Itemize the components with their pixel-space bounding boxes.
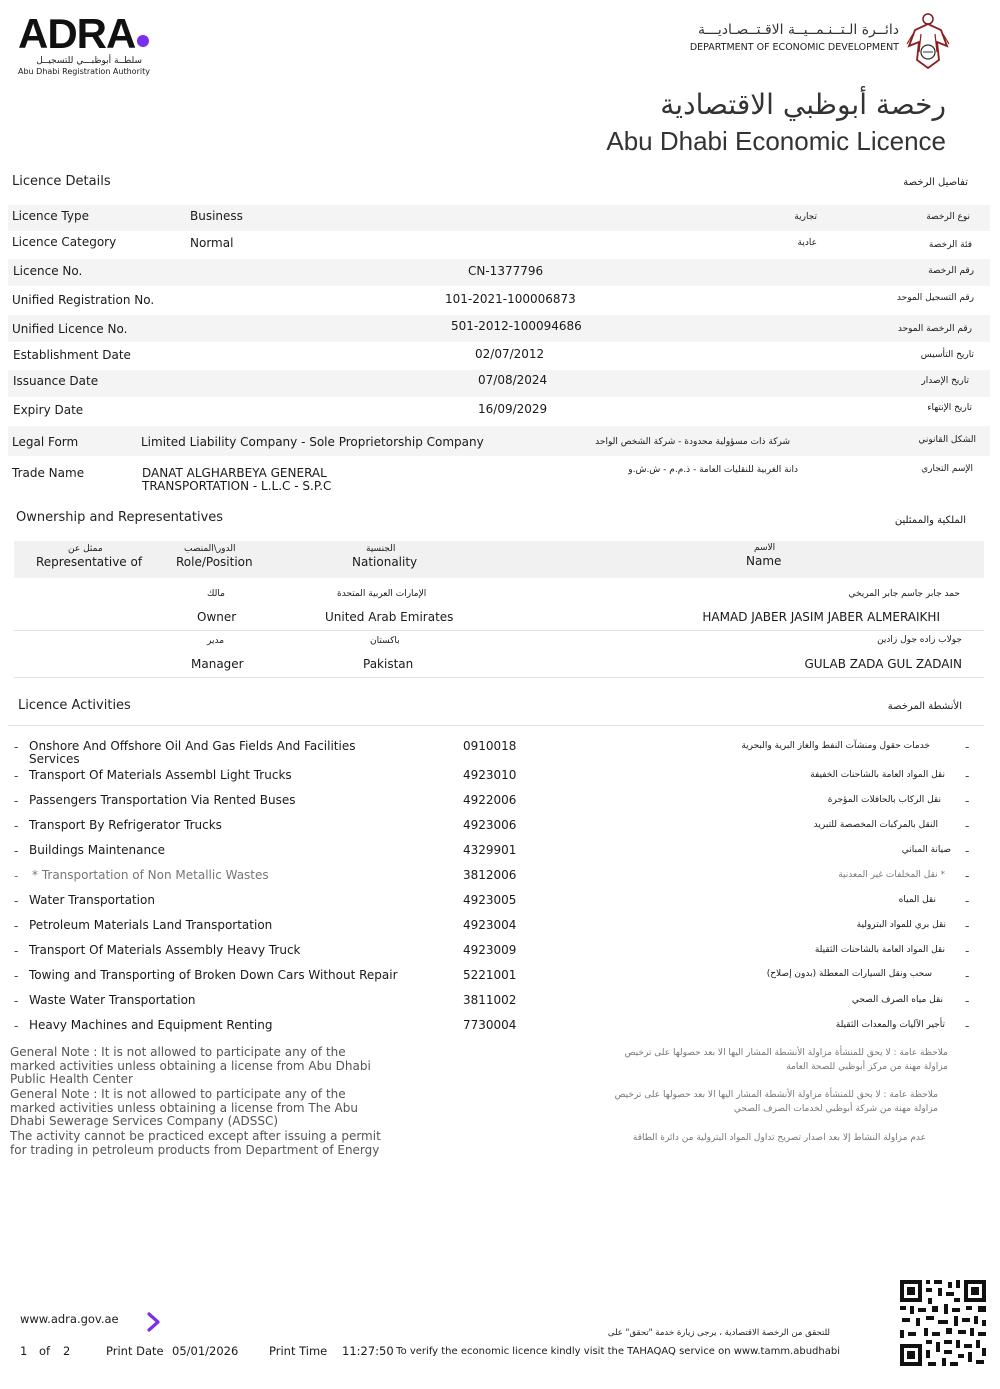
general-note-en: The activity cannot be practiced except after issuing a permit for trading in petroleum products from Department of Energy: [10, 1129, 381, 1157]
value-legal-form-ar: شركة ذات مسؤولية محدودة - شركة الشخص الواحد: [595, 437, 790, 447]
value-unified-licence: 501-2012-100094686: [451, 319, 582, 333]
label-establishment-date: Establishment Date: [13, 348, 131, 362]
activity-dash: -: [14, 844, 19, 858]
label-unified-licence: Unified Licence No.: [12, 322, 128, 336]
owner-name: HAMAD JABER JASIM JABER ALMERAIKHI: [702, 610, 940, 624]
value-licence-type-ar: تجارية: [794, 212, 817, 222]
licence-details-heading-ar: تفاصيل الرخصة: [903, 177, 968, 188]
owner-name-ar: حمد جابر جاسم جابر المريخي: [848, 589, 960, 599]
value-trade-name-ar: دانة الغربية للنقليات العامة - ذ.م.م - ش.ش.و: [628, 465, 798, 475]
activity-name-ar: * نقل المخلفات غير المعدنية: [838, 870, 945, 880]
activity-code: 4922006: [463, 793, 517, 807]
activity-dash-ar: -: [965, 769, 970, 783]
manager-role: Manager: [191, 657, 244, 671]
print-time-label: Print Time: [269, 1344, 328, 1358]
activity-dash-ar: -: [965, 969, 970, 983]
activity-name-ar: نقل المواد العامة بالشاحنات الخفيفة: [810, 770, 945, 780]
licence-title-en: Abu Dhabi Economic Licence: [606, 126, 946, 156]
col-name-ar: الاسم: [754, 543, 776, 553]
print-time: 11:27:50: [342, 1344, 394, 1358]
activities-heading: Licence Activities: [18, 698, 131, 713]
value-unified-registration: 101-2021-100006873: [445, 292, 576, 306]
activity-name-ar: نقل مياه الصرف الصحي: [851, 995, 943, 1005]
activity-dash-ar: -: [965, 919, 970, 933]
activity-name: Transport Of Materials Assembl Light Trucks: [29, 768, 292, 782]
general-note-en: General Note : It is not allowed to participate any of the marked activities unless obtaining a license from Abu Dhabi Public Health Center: [10, 1045, 371, 1086]
value-trade-name-line2: TRANSPORTATION - L.L.C - S.P.C: [142, 479, 332, 493]
col-role: Role/Position: [176, 555, 253, 569]
ownership-table-header: [14, 541, 984, 578]
activities-heading-ar: الأنشطة المرخصة: [887, 701, 962, 712]
label-expiry-date-ar: تاريخ الإنتهاء: [927, 403, 972, 413]
activity-name: Transport By Refrigerator Trucks: [29, 818, 222, 832]
activity-name: Onshore And Offshore Oil And Gas Fields And Facilities: [29, 739, 356, 753]
activity-dash: -: [14, 794, 19, 808]
website-link[interactable]: www.adra.gov.ae: [20, 1312, 119, 1326]
label-issuance-date-ar: تاريخ الإصدار: [921, 376, 969, 386]
activity-dash-ar: -: [965, 944, 970, 958]
activity-dash: -: [14, 994, 19, 1008]
activity-dash-ar: -: [965, 869, 970, 883]
page-current: 1: [20, 1344, 28, 1358]
verify-note-ar: للتحقق من الرخصة الاقتصادية ، يرجى زيارة خدمة "تحقق" على: [607, 1328, 830, 1338]
activity-name-ar: تأجير الآليات والمعدات الثقيلة: [835, 1020, 945, 1030]
activity-dash-ar: -: [965, 994, 970, 1008]
activity-dash: -: [14, 969, 19, 983]
value-establishment-date: 02/07/2012: [475, 347, 545, 361]
activity-name-ar: نقل بري للمواد البترولية: [856, 920, 946, 930]
activity-dash: -: [14, 819, 19, 833]
activity-code: 3812006: [463, 868, 517, 882]
col-role-ar: الدور\المنصب: [184, 544, 236, 554]
row-divider: [14, 630, 984, 631]
general-note-ar: ملاحظة عامة : لا يحق للمنشأة مزاولة الأنشطة المشار اليها الا بعد حصولها على ترخيص مزاولة مهنة من شركة أبوظبي لخدمات الصرف الصحي: [614, 1090, 938, 1114]
activity-code: 4923006: [463, 818, 517, 832]
label-expiry-date: Expiry Date: [13, 403, 84, 417]
activity-code: 4329901: [463, 843, 517, 857]
value-licence-category-ar: عادية: [797, 238, 817, 248]
col-name: Name: [746, 554, 782, 568]
activity-name-ar: خدمات حقول ومنشآت النفط والغاز البرية والبحرية: [741, 741, 930, 751]
activity-dash: -: [14, 894, 19, 908]
manager-name: GULAB ZADA GUL ZADAIN: [804, 657, 962, 671]
ded-name-ar: دائــرة الـتــنـمــيــة الاقـتــصـاديـــة: [698, 22, 899, 38]
label-unified-registration: Unified Registration No.: [12, 293, 155, 307]
owner-nationality: United Arab Emirates: [325, 610, 454, 624]
manager-role-ar: مدير: [207, 636, 225, 646]
activity-code: 3811002: [463, 993, 517, 1007]
adra-name-en: Abu Dhabi Registration Authority: [18, 67, 150, 76]
label-issuance-date: Issuance Date: [13, 374, 99, 388]
adra-dot-icon: [137, 35, 149, 47]
activity-name-ar: النقل بالمركبات المخصصة للتبريد: [813, 820, 938, 830]
print-date: 05/01/2026: [172, 1344, 239, 1358]
value-licence-no: CN-1377796: [468, 264, 544, 278]
activity-dash: -: [14, 1019, 19, 1033]
verify-note-en: To verify the economic licence kindly visit the TAHAQAQ service on www.tamm.abudhabi: [396, 1346, 840, 1357]
activity-name: Buildings Maintenance: [29, 843, 166, 857]
manager-nationality: Pakistan: [363, 657, 414, 671]
activity-name: Transport Of Materials Assembly Heavy Truck: [29, 943, 301, 957]
activity-dash-ar: -: [965, 894, 970, 908]
activity-dash: -: [14, 869, 19, 883]
label-licence-no-ar: رقم الرخصة: [928, 266, 974, 276]
activity-dash: -: [14, 919, 19, 933]
activity-name: Passengers Transportation Via Rented Buses: [29, 793, 296, 807]
activity-code: 4923004: [463, 918, 517, 932]
adra-name-ar: سلطــة أبوظبـــي للتسجيــل: [36, 56, 142, 66]
label-licence-type: Licence Type: [12, 209, 89, 223]
activity-name-ar: سحب ونقل السيارات المعطلة (بدون إصلاح): [766, 969, 932, 979]
activity-dash-ar: -: [965, 819, 970, 833]
value-licence-type: Business: [190, 209, 243, 223]
activity-name: Heavy Machines and Equipment Renting: [29, 1018, 273, 1032]
activity-dash: -: [14, 944, 19, 958]
licence-title-ar: رخصة أبوظبي الاقتصادية: [660, 88, 946, 121]
activity-name-ar: نقل المياه: [898, 895, 936, 905]
label-legal-form-ar: الشكل القانوني: [918, 435, 976, 445]
activity-name-line2: Services: [29, 752, 80, 766]
activity-code: 0910018: [463, 739, 517, 753]
general-note-en: General Note : It is not allowed to participate any of the marked activities unless obtaining a license from The Abu Dhabi Sewerage Services Company (ADSSC): [10, 1087, 358, 1128]
value-legal-form: Limited Liability Company - Sole Proprietorship Company: [141, 435, 484, 449]
activity-code: 5221001: [463, 968, 517, 982]
activity-name-ar: صيانة المباني: [901, 845, 951, 855]
label-licence-no: Licence No.: [13, 264, 83, 278]
value-issuance-date: 07/08/2024: [478, 373, 548, 387]
col-representative-ar: ممثل عن: [68, 544, 103, 554]
activity-code: 4923005: [463, 893, 517, 907]
activity-name: Petroleum Materials Land Transportation: [29, 918, 273, 932]
activity-name: * Transportation of Non Metallic Wastes: [32, 868, 269, 882]
activity-dash-ar: -: [965, 844, 970, 858]
activity-name-ar: نقل الركاب بالحافلات المؤجرة: [827, 795, 941, 805]
label-unified-registration-ar: رقم التسجيل الموحد: [896, 293, 974, 303]
label-unified-licence-ar: رقم الرخصة الموحد: [897, 324, 972, 334]
label-licence-type-ar: نوع الرخصة: [926, 212, 970, 222]
adra-wordmark: ADRA: [18, 10, 136, 57]
label-trade-name-ar: الإسم التجاري: [921, 464, 973, 474]
value-trade-name-line1: DANAT ALGHARBEYA GENERAL: [142, 466, 327, 480]
qr-code-icon[interactable]: [898, 1278, 988, 1368]
label-licence-category: Licence Category: [12, 235, 117, 249]
activities-divider: [8, 725, 984, 726]
col-nationality: Nationality: [352, 555, 418, 569]
col-representative: Representative of: [36, 555, 143, 569]
activity-name-ar: نقل المواد العامة بالشاحنات الثقيلة: [814, 945, 945, 955]
page-of: of: [39, 1344, 51, 1358]
activity-dash-ar: -: [965, 794, 970, 808]
licence-details-heading: Licence Details: [12, 174, 111, 189]
manager-nationality-ar: باكستان: [370, 636, 400, 646]
print-date-label: Print Date: [106, 1344, 164, 1358]
chevron-right-icon: [146, 1311, 162, 1333]
activity-dash-ar: -: [965, 740, 970, 754]
activity-dash: -: [14, 740, 19, 754]
general-note-ar: ملاحظة عامة : لا يحق للمنشأة مزاولة الأنشطة المشار اليها الا بعد حصولها على ترخيص مزاولة مهنة من مركز أبوظبي للصحة العامة: [624, 1048, 948, 1072]
manager-name-ar: جولاب زاده جول زادين: [877, 635, 962, 645]
col-nationality-ar: الجنسية: [366, 544, 396, 554]
ownership-heading: Ownership and Representatives: [16, 510, 224, 525]
activity-code: 7730004: [463, 1018, 517, 1032]
row-divider: [14, 677, 984, 678]
activity-dash: -: [14, 769, 19, 783]
label-trade-name: Trade Name: [12, 466, 85, 480]
label-establishment-date-ar: تاريخ التأسيس: [920, 350, 974, 360]
activity-code: 4923010: [463, 768, 517, 782]
falcon-emblem-icon: [905, 12, 951, 70]
label-legal-form: Legal Form: [12, 435, 79, 449]
activity-name: Towing and Transporting of Broken Down Cars Without Repair: [29, 968, 398, 982]
ded-name-en: DEPARTMENT OF ECONOMIC DEVELOPMENT: [689, 42, 899, 53]
owner-role: Owner: [197, 610, 237, 624]
adra-logo: [18, 10, 149, 58]
activity-name: Water Transportation: [29, 893, 155, 907]
ownership-heading-ar: الملكية والممثلين: [894, 515, 966, 526]
activity-dash-ar: -: [965, 1019, 970, 1033]
activity-name: Waste Water Transportation: [29, 993, 196, 1007]
general-note-ar: عدم مزاولة النشاط إلا بعد اصدار تصريح تداول المواد البترولية من دائرة الطاقة: [632, 1133, 926, 1143]
value-expiry-date: 16/09/2029: [478, 402, 548, 416]
owner-nationality-ar: الإمارات العربية المتحدة: [337, 589, 427, 599]
owner-role-ar: مالك: [207, 589, 225, 599]
page-total: 2: [63, 1344, 71, 1358]
activity-code: 4923009: [463, 943, 517, 957]
row-band: [8, 205, 990, 231]
label-licence-category-ar: فئة الرخصة: [928, 240, 972, 250]
value-licence-category: Normal: [190, 236, 234, 250]
